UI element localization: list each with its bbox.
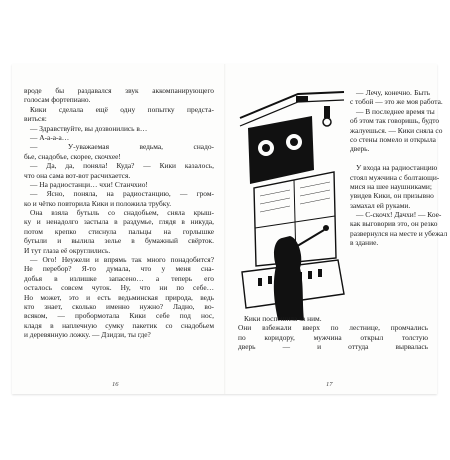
text-line: — Ясно, поняла, на радиостанцию, — гром- [30,189,214,199]
text-line: увидев Кики, он призывно [350,191,434,201]
open-book [12,64,448,394]
text-line: дверь — и оттуда вырвалась [238,342,428,352]
text-line: ку и ненадолго застыла в раздумье, глядя в никуда, [24,217,214,227]
text-line: бутыли и вылила зелье в бумажный свёрток. [24,236,214,246]
text-line: Кики сделала ещё одну попытку предста- [30,104,214,114]
text-line: — Ого! Неужели и впрямь так много понадобится? [30,255,214,265]
text-line: У входа на радиостанцию [356,163,438,173]
page-left [12,64,224,394]
text-line: ко и чётко повторила Кики и положила трубку. [24,198,172,208]
text-line: и деревянную ложку. — Дзидзи, ты где? [24,330,151,340]
text-line: стоял мужчина с болтающи- [350,172,440,182]
text-line: Не перебор? Я-то думала, что у меня сна- [24,264,214,274]
text-line: по коридору, мужчина открыл толстую [238,332,428,342]
text-line: бье, снадобъе, скорее, скочхее! [24,151,121,161]
text-line: — А-а-а-а… [30,132,70,142]
text-line: потом крепко стиснула пальцы на горлышке [24,226,214,236]
text-line: голосам фортепиано. [24,95,91,105]
text-line: — Здравствуйте, вы дозвонились в… [30,123,148,133]
right-page-bottom-text [238,314,428,352]
text-line: жалуешься. — Кики сняла со [350,125,443,135]
text-line: И тут глаза её округлились. [24,245,111,255]
text-line: развернулся на месте и убежал [350,228,448,238]
page-right [226,64,448,394]
text-line: с тобой — это же моя работа. [350,97,443,107]
text-line: всяком, — пробормотала Кики себе под нос, [24,311,214,321]
text-line: Кики поспешила за ним. [244,314,322,323]
page-number-right: 17 [326,381,333,388]
text-line: — На радиостанци… чхи! Станчхио! [30,179,148,189]
text-line: осталось совсем чуток. Ну, что ни по себе… [24,283,214,293]
radio-station-illustration [238,88,346,320]
text-line: Но может, это и есть ведьминская природа, ведь [24,292,214,302]
text-line: кто знает, сколько именно нужно? Ладно, во- [24,301,214,311]
text-line: — Лечу, конечно. Быть [356,88,430,97]
text-line: — У-уважаемая ведьма, снадо- [30,142,214,152]
text-line: со стены помело и открыла [350,134,436,144]
text-line: — С-скочх! Дачхи! — Кое- [356,210,442,220]
left-page-text [24,86,214,340]
text-line: Она взяла бутыль со снадобьем, сняла крыш- [30,208,214,218]
page-number-left: 16 [112,381,119,388]
text-line: вроде бы раздавался звук аккомпанирующего [24,86,214,95]
text-line: в здание. [350,238,379,248]
text-line: добья в излишке запасено… а теперь его [24,273,214,283]
text-line: об этом так говоришь, будто [350,116,440,126]
text-line [350,154,430,163]
text-line: — Да, да, поняла! Куда? — Кики казалось, [30,161,214,171]
text-line: что она сама вот-вот расчихается. [24,170,131,180]
right-page-column-text [350,88,448,248]
text-line: Они взбежали вверх по лестнице, промчались [238,323,428,333]
text-line: мися на шее наушниками; [350,181,432,191]
text-line: замахал ей руками. [350,200,411,210]
text-line: кладя в наплечную сумку пакетик со снадобьем [24,320,214,330]
text-line: — В последнее время ты [356,106,435,116]
text-line: виться: [24,114,47,124]
text-line: как выговорив это, он резко [350,219,438,229]
text-line: дверь. [350,144,370,154]
